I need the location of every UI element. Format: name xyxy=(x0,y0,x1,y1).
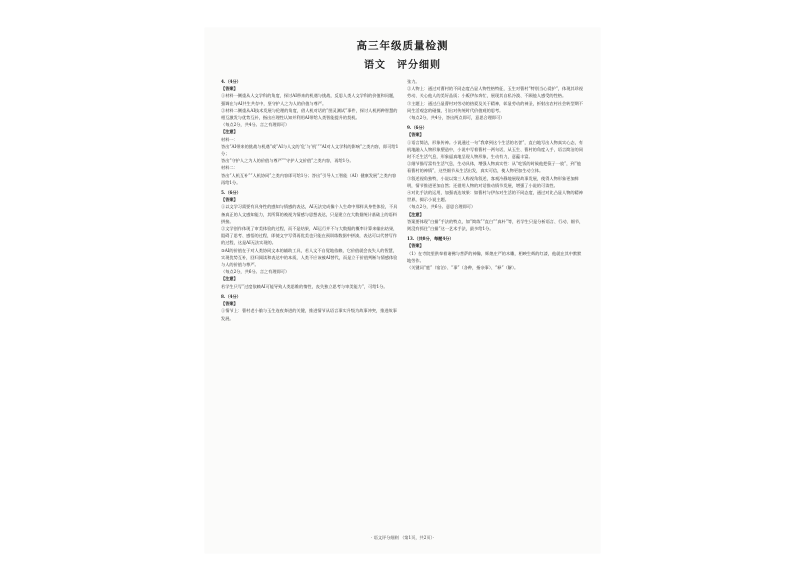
note-tag: 【注意】 xyxy=(221,276,238,282)
text-line: ①情节上：曹村老小偷与玉生连夜奔进的关键，推进情节从语言事实升级为故事冲突，推进故事发展。 xyxy=(221,308,397,321)
page-subtitle: 语文 评分细则 xyxy=(364,60,441,71)
question-block xyxy=(221,189,399,290)
text-line: ②细节描写富有生活气息，生动具体，增强人物真实性：从“吃饭的时候他把筷子一放”，到“他看曹村的神情”，这些细节从生活出发，真实可信，使人物更加生动立体。 xyxy=(407,161,581,174)
text-line: （每点2分，共6分。意思合理即可） xyxy=(407,204,476,210)
text-line: （关键词“庭”（宿泊）、“事”（各种，指杂事）、“释”（解）。 xyxy=(407,265,519,271)
text-line: 材料二： xyxy=(221,165,238,171)
answer-tag: 【答案】 xyxy=(221,301,238,307)
question-block xyxy=(407,124,585,232)
answer-tag: 【答案】 xyxy=(221,197,238,203)
question-heading: 13.（共8分，每题4分） xyxy=(407,236,454,242)
answer-tag: 【答案】 xyxy=(407,132,424,138)
document-page xyxy=(205,28,600,553)
question-block xyxy=(407,78,585,121)
text-line: ③主题上：通过凸显曹村对劳动的热爱及关于精神，彰显劳动的神圣，折射出农村社会转型期不同生活观念的碰撞，引出对传统时代价值观的思考。 xyxy=(407,100,583,113)
text-line: （每点2分，共6分。言之有理即可） xyxy=(221,269,290,275)
page-footer: · 语文评分细则 （第1页，共2页）· xyxy=(371,535,434,540)
text-line: （每点2分，共4分，答出两点即可，意思合理即可） xyxy=(407,115,505,121)
question-heading: 8.（4分） xyxy=(221,293,241,299)
text-line: ①语言简洁，形象传神。小说通过一句“我拿到这个生活的名誉”，直白地写出人物真实心态，有机地融入人物形象塑造中，小说中写着曹村一两句话，从玉生、曹村的角度入手，语言简洁的同时不乏生活气息，形象逼真地呈现人物形象，生动有力，意蕴丰富。 xyxy=(407,139,583,160)
text-line: （1）在寺院里供奉着诸佛与菩萨的神像，辉煌庄严的木雕，相映生辉的红漆，他就在其中默默地劳作。 xyxy=(407,250,582,263)
page-title: 高三年级质量检测 xyxy=(356,40,449,52)
right-column xyxy=(407,78,585,274)
text-line: ④对比手法的运用，加强表达效果：如曹村与伊东对生活的不同态度，通过对比凸显人物的精神世界，揭示小说主题。 xyxy=(407,190,583,203)
question-heading: 4.（4分） xyxy=(221,79,241,84)
question-block xyxy=(221,293,399,322)
text-line: ③AI的价值在于对人类协同文本的辅助工具，若人文不自觉地依赖，它价值就会丧失人的智慧，实现优势互补，回归阅读和表达中的本质，人类不应该被AI替代，而是立于价值判断与情感体验与人的价值与尊严。 xyxy=(221,247,398,268)
answer-tag: 【答案】 xyxy=(407,243,424,249)
text-line: ①以文学习需要有具身性的感知与情感的表达，AI无法完成像个人生命中那样具身性体验，不具备真正的人文感知能力，其所算的被视为情感与思想表达，只是建立在大数据统计基础上的语料拼接。 xyxy=(221,204,398,224)
text-line: 答出“人机互补”“人机协同”之类内容即可给1分；答出“引导人工智能（AI）健康发展”之类内容再给1分。 xyxy=(221,172,397,185)
text-line: 材料一： xyxy=(221,136,238,142)
note-tag: 【注意】 xyxy=(407,211,424,217)
question-block xyxy=(221,78,399,186)
text-line: 答出“守护人之为人的价值与尊严”“守护人文价值”之类内容，再给1分。 xyxy=(221,158,354,164)
text-line: 张力。 xyxy=(407,79,420,84)
answer-tag: 【答案】 xyxy=(221,86,238,92)
question-block xyxy=(407,235,585,271)
text-line: 答出“AI带来的挑战与机遇”或“AI与人文的‘危’与‘机’”“AI对人文学科的影响”之类内容，即可给1分； xyxy=(221,143,399,157)
question-heading: 5.（6分） xyxy=(221,190,241,196)
left-column xyxy=(221,78,399,325)
text-line: 若学生只写“过度依赖AI可能导致人类思维的惰性，丧失独立思考与审美能力”，可给1分。 xyxy=(221,283,388,289)
note-tag: 【注意】 xyxy=(221,129,238,135)
text-line: ③叙述视角独特，小说以第三人称视角叙述，客观冷静地展现故事发展，使得人物形象更加鲜明，情节推进更加自然；还借用人物的对话推动情节发展，增强了小说的可读性。 xyxy=(407,175,579,188)
text-line: ②材料二侧重从AI技术发展与伦理的角度，借人机对话的“图灵测试”事件，探讨人机两种智慧的相互激发与优势互补，指出应理性认知并利用AI带给人类智能提升的契机。 xyxy=(221,107,398,121)
question-heading: 9.（6分） xyxy=(407,125,427,131)
text-line: ②人物上：通过对曹村的不同态度凸显人物性格特征，玉生对曹村“特别当心爱护”，体现其珍视劳动、关心他人的美好品质；小贩伊东奔忙，展现其自私冷漠、不顾他人感受的性格。 xyxy=(407,86,583,99)
text-line: （每点2分，共4分。言之有理即可） xyxy=(221,122,290,128)
text-line: ②文学创作体现了审美体验的过程，而不是结果，AI运行并不与大数据的概率计算来输出结果，阻碍了思考、感悟的过程，即使文字写得再优美也只能在预训练数据中拼凑，表达可以代替写作的过程，这是AI无法实现的。 xyxy=(221,226,398,246)
text-line: ①材料一侧重从人文学科的角度，探讨AI带来的机遇与挑战，反思人类人文学科的价值和问题，强调在与AI共生共存中，坚守护人之为人的价值与尊严。 xyxy=(221,93,398,106)
text-line: 答案要体现“白描”手法的特点，如“简练”“直白”“真朴”等，若学生只是分析语言、行动、细节，则没有抓住“白描”这一艺术手法，最多给1分。 xyxy=(407,218,584,232)
